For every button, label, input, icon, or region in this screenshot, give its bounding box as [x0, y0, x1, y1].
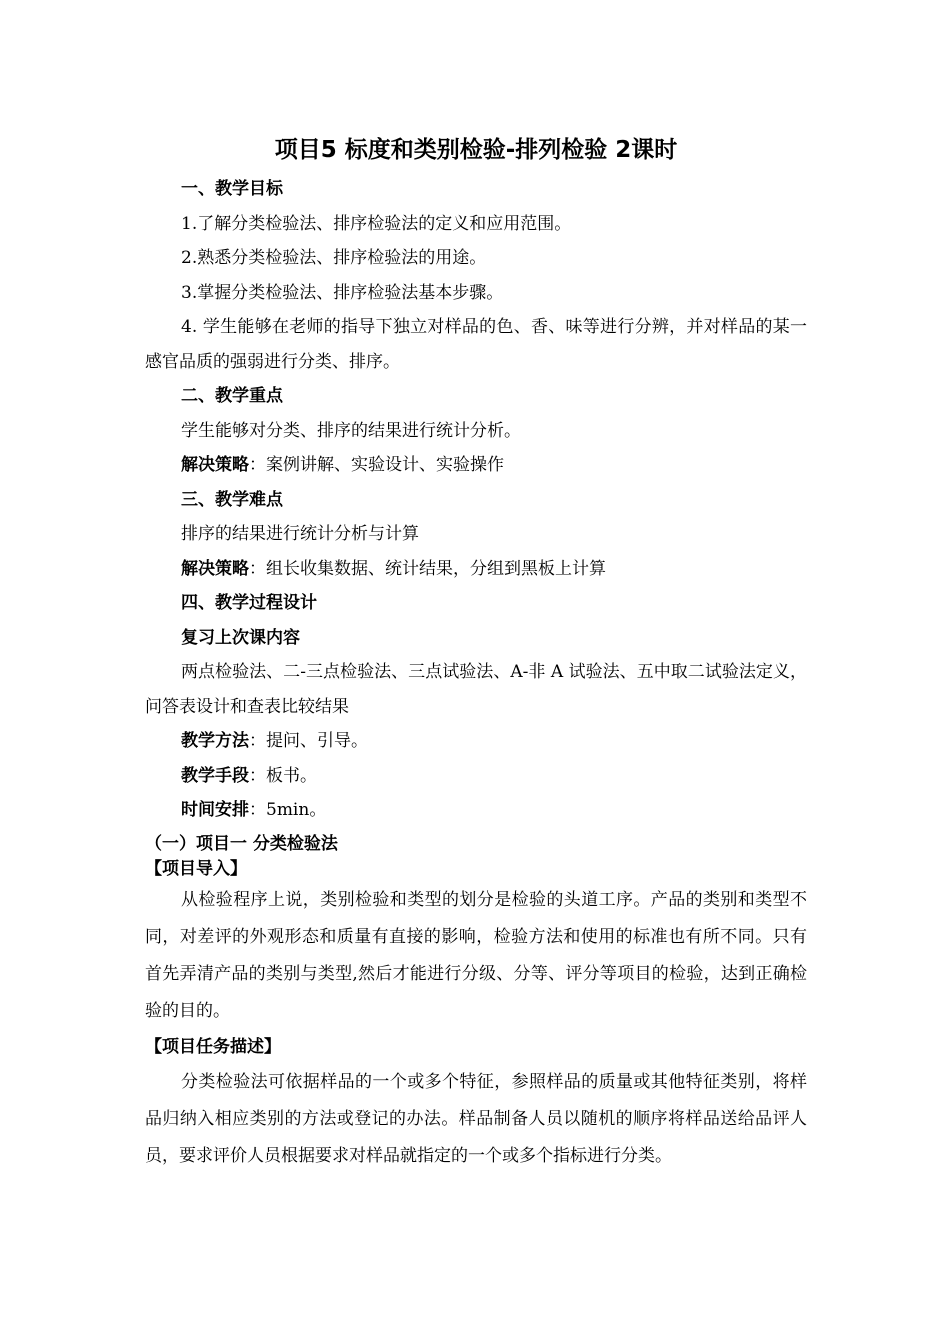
- goal-item-3: 3.掌握分类检验法、排序检验法基本步骤。: [181, 282, 504, 303]
- time-label: 时间安排: [181, 800, 249, 820]
- difficulty-strategy: [145, 552, 807, 587]
- project-intro-heading: 【项目导入】: [145, 858, 247, 879]
- document-page: [145, 128, 807, 1175]
- section-heading-process-design: 四、教学过程设计: [181, 593, 317, 613]
- means-label: 教学手段: [181, 765, 249, 786]
- project-task-heading: 【项目任务描述】: [145, 1036, 281, 1057]
- means-text: ：板书。: [249, 765, 317, 786]
- review-heading: 复习上次课内容: [181, 627, 300, 648]
- section-heading-difficulties: 三、教学难点: [181, 489, 283, 510]
- teaching-method: [145, 724, 807, 759]
- difficulty-text: 排序的结果进行统计分析与计算: [181, 524, 419, 544]
- time-text: ：5min。: [249, 800, 327, 820]
- project-heading: （一）项目一 分类检验法: [145, 833, 338, 854]
- key-point-text: 学生能够对分类、排序的结果进行统计分析。: [181, 420, 521, 441]
- review-text: 两点检验法、二-三点检验法、三点试验法、A-非 A 试验法、五中取二试验法定义，问答表设计和查表比较结果: [145, 662, 807, 717]
- strategy-text: ：案例讲解、实验设计、实验操作: [249, 455, 504, 475]
- strategy-label: 解决策略: [181, 558, 249, 579]
- key-point-strategy: [145, 448, 807, 483]
- teaching-means: [145, 759, 807, 794]
- time-arrangement: [145, 793, 807, 828]
- method-text: ：提问、引导。: [249, 731, 368, 751]
- section-heading-key-points: 二、教学重点: [181, 386, 283, 406]
- project-intro-text: 从检验程序上说，类别检验和类型的划分是检验的头道工序。产品的类别和类型不同，对差评的外观形态和质量有直接的影响，检验方法和使用的标准也有所不同。只有首先弄清产品的类别与类型,然后才能进行分级、分等、评分等项目的检验，达到正确检验的目的。: [145, 889, 807, 1021]
- section-heading-teaching-goals: 一、教学目标: [181, 179, 283, 199]
- goal-item-1: 1.了解分类检验法、排序检验法的定义和应用范围。: [181, 213, 572, 234]
- goal-item-4: 4. 学生能够在老师的指导下独立对样品的色、香、味等进行分辨，并对样品的某一感官品质的强弱进行分类、排序。: [145, 317, 807, 372]
- strategy-label: 解决策略: [181, 455, 249, 475]
- project-task-text: 分类检验法可依据样品的一个或多个特征，参照样品的质量或其他特征类别，将样品归纳入相应类别的方法或登记的办法。样品制备人员以随机的顺序将样品送给品评人员，要求评价人员根据要求对样品就指定的一个或多个指标进行分类。: [145, 1071, 807, 1166]
- strategy-text: ：组长收集数据、统计结果，分组到黑板上计算: [249, 558, 606, 579]
- goal-item-2: 2.熟悉分类检验法、排序检验法的用途。: [181, 248, 487, 268]
- method-label: 教学方法: [181, 731, 249, 751]
- document-title: 项目5 标度和类别检验-排列检验 2课时: [274, 137, 678, 163]
